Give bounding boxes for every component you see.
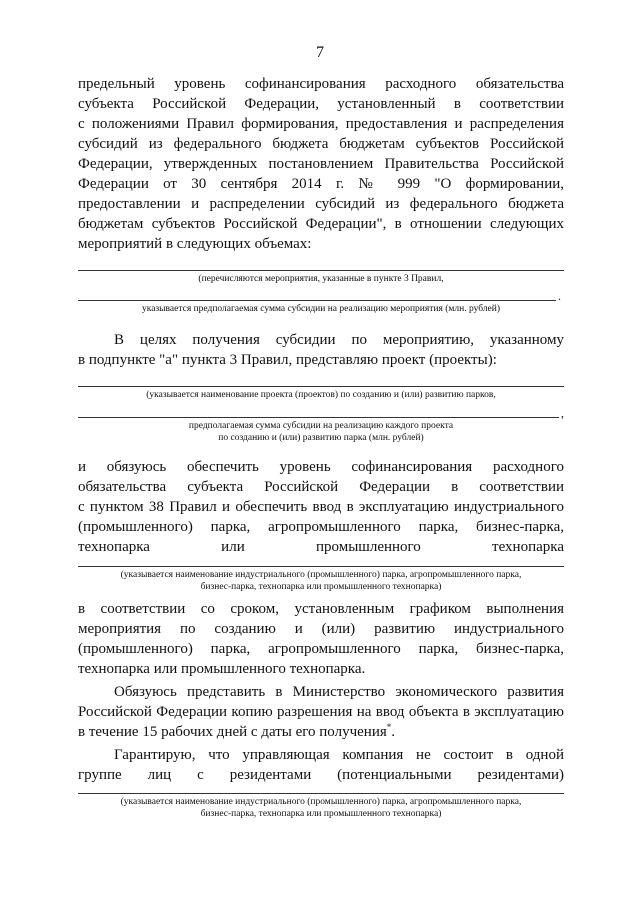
- paragraph-line-with-footnote: [78, 723, 564, 743]
- paragraph-line: в соответствии со сроком, установленным графиком выполнения: [78, 601, 564, 617]
- paragraph-line: мероприятий в следующих объемах:: [78, 236, 312, 252]
- paragraph-line: Федерации от 30 сентября 2014 г. № 999 "О формировании,: [78, 176, 564, 192]
- paragraph-line: предоставлении и распределении субсидий из федерального бюджета: [78, 196, 564, 212]
- paragraph-end: .: [391, 724, 396, 740]
- paragraph-line: В целях получения субсидии по мероприятию, указанному: [114, 332, 564, 348]
- paragraph-line: группе лиц с резидентами (потенциальными резидентами): [78, 767, 564, 783]
- caption-project-name: (указывается наименование проекта (проектов) по созданию и (или) развитию парков,: [146, 390, 496, 400]
- paragraph-text: в течение 15 рабочих дней с даты его получения: [78, 724, 387, 740]
- page-number: 7: [316, 44, 324, 61]
- caption-park-name-2: бизнес-парка, технопарка или промышленного технопарка): [200, 809, 442, 819]
- caption-park-name-2: бизнес-парка, технопарка или промышленного технопарка): [200, 582, 442, 592]
- paragraph-line: в подпункте "а" пункта 3 Правил, представляю проект (проекты):: [78, 352, 497, 368]
- paragraph-line: мероприятия по созданию и (или) развитию индустриального: [78, 621, 564, 637]
- fill-in-line: [78, 270, 564, 271]
- paragraph-line: субсидий из федерального бюджета бюджетам субъектов Российской: [78, 136, 564, 152]
- paragraph-line: Федерации, утвержденных постановлением Правительства Российской: [78, 156, 564, 172]
- paragraph-line: бюджетам субъектов Российской Федерации", в отношении следующих: [78, 216, 564, 232]
- fill-in-line: [78, 300, 556, 301]
- fill-in-line: [78, 386, 564, 387]
- caption-park-name-1: (указывается наименование индустриального (промышленного) парка, агропромышленного парка,: [120, 570, 522, 580]
- paragraph-line: Обязуюсь представить в Министерство экономического развития: [114, 684, 564, 700]
- paragraph-line: технопарка или промышленного технопарка: [78, 539, 564, 555]
- paragraph-line: технопарка или промышленного технопарка.: [78, 661, 366, 677]
- paragraph-line: обязательства субъекта Российской Федерации в соответствии: [78, 479, 564, 495]
- caption-events: (перечисляются мероприятия, указанные в пункте 3 Правил,: [198, 274, 444, 284]
- caption-project-amount-1: предполагаемая сумма субсидии на реализацию каждого проекта: [188, 421, 454, 431]
- caption-punct: ,: [561, 406, 564, 420]
- paragraph-line: субъекта Российской Федерации, установленный в соответствии: [78, 96, 564, 112]
- caption-project-amount-2: по созданию и (или) развитию парка (млн. рублей): [218, 433, 424, 443]
- footnote-mark: *: [386, 722, 392, 732]
- paragraph-line: и обязуюсь обеспечить уровень софинансирования расходного: [78, 459, 564, 475]
- caption-park-name-1: (указывается наименование индустриального (промышленного) парка, агропромышленного парка,: [120, 797, 522, 807]
- paragraph-line: предельный уровень софинансирования расходного обязательства: [78, 76, 564, 92]
- fill-in-line: [78, 417, 559, 418]
- caption-subsidy-amount: указывается предполагаемая сумма субсидии на реализацию мероприятия (млн. рублей): [141, 304, 501, 314]
- paragraph-line: (промышленного) парка, агропромышленного парка, бизнес-парка,: [78, 519, 564, 535]
- caption-punct: .: [558, 289, 561, 303]
- paragraph-line: с пунктом 38 Правил и обеспечить ввод в эксплуатацию индустриального: [78, 499, 564, 515]
- fill-in-line: [78, 793, 564, 794]
- fill-in-line: [78, 566, 564, 567]
- paragraph-line: с положениями Правил формирования, предоставления и распределения: [78, 116, 564, 132]
- paragraph-line: Российской Федерации копию разрешения на ввод объекта в эксплуатацию: [78, 704, 564, 720]
- paragraph-line: Гарантирую, что управляющая компания не состоит в одной: [114, 747, 564, 763]
- paragraph-line: (промышленного) парка, агропромышленного парка, бизнес-парка,: [78, 641, 564, 657]
